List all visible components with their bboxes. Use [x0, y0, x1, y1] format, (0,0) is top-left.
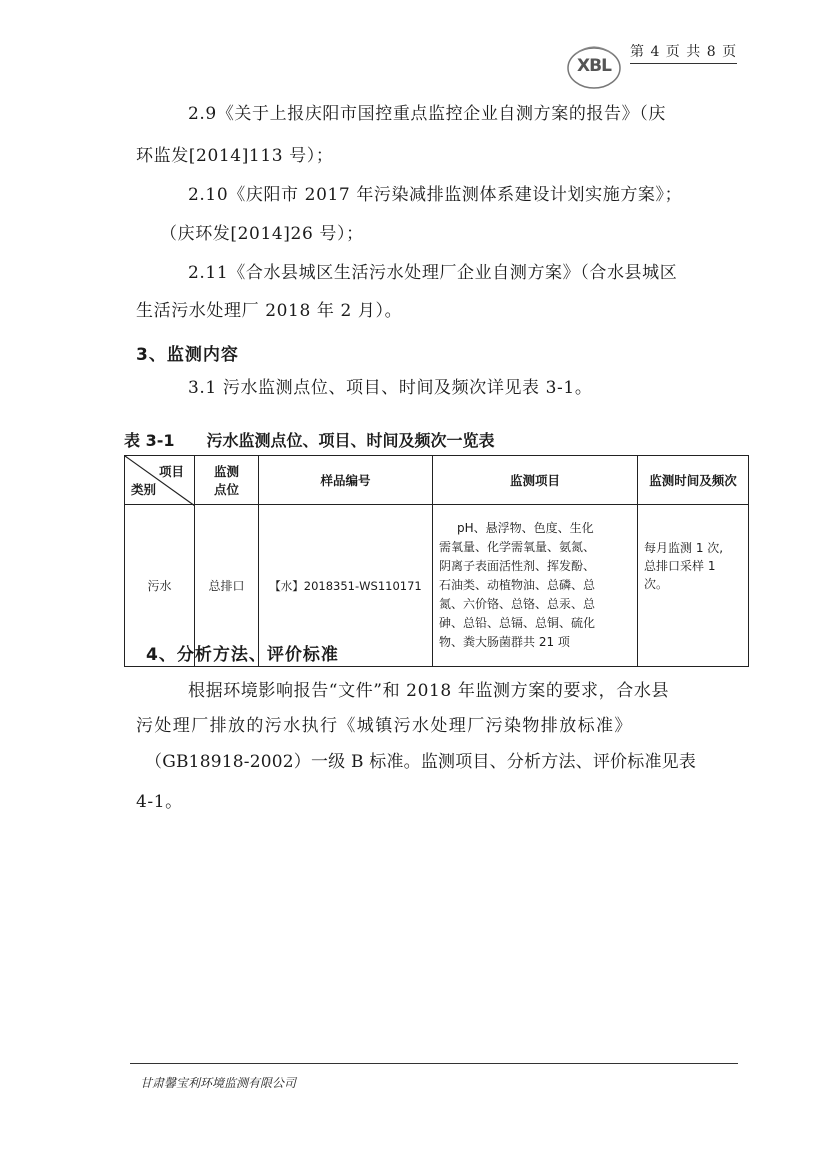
company-logo: [565, 42, 623, 90]
items-line: 需氧量、化学需氧量、氨氮、: [439, 540, 596, 554]
table-title: [124, 428, 495, 451]
section-3-heading: 3、监测内容: [136, 345, 239, 365]
reference-2-9-line2: 环监发[2014]113 号）；: [136, 146, 334, 166]
cell-items: [433, 505, 638, 667]
section-3-text: 3.1 污水监测点位、项目、时间及频次详见表 3-1。: [188, 378, 593, 398]
monitoring-table: [124, 455, 749, 667]
section-4-line3: （GB18918-2002）一级 B 标准。监测项目、分析方法、评价标准见表: [145, 752, 697, 772]
time-line: 每月监测 1 次,: [644, 541, 724, 555]
footer-company: 甘肃馨宝利环境监测有限公司: [140, 1076, 297, 1090]
footer-divider: [130, 1063, 738, 1064]
reference-2-10-line1: 2.10《庆阳市 2017 年污染减排监测体系建设计划实施方案》；: [188, 185, 683, 205]
header-time: 监测时间及频次: [638, 456, 749, 505]
header-items-label: 项目: [158, 464, 184, 479]
reference-2-11-line2: 生活污水处理厂 2018 年 2 月）。: [136, 301, 403, 321]
items-line: 阴离子表面活性剂、挥发酚、: [439, 559, 596, 573]
section-4-line4: 4-1。: [136, 792, 183, 812]
items-line: 物、粪大肠菌群共 21 项: [439, 635, 570, 649]
header-point-line1: 监测: [213, 464, 239, 479]
page-number: 第 4 页 共 8 页: [630, 41, 737, 64]
header-items: 监测项目: [433, 456, 638, 505]
time-line: 总排口采样 1: [644, 559, 716, 573]
items-line: pH、悬浮物、色度、生化: [457, 521, 594, 535]
logo-text: XBL: [577, 56, 611, 76]
time-line: 次。: [644, 577, 669, 591]
diagonal-header-cell: [125, 456, 195, 505]
cell-point: 总排口: [195, 505, 259, 667]
cell-sample: 【水】2018351-WS110171: [259, 505, 433, 667]
header-point-line2: 点位: [213, 482, 239, 497]
reference-2-9-line1: 2.9《关于上报庆阳市国控重点监控企业自测方案的报告》（庆: [188, 104, 666, 124]
items-line: 石油类、动植物油、总磷、总: [439, 578, 596, 592]
cell-time: [638, 505, 749, 667]
header-point: [195, 456, 259, 505]
cell-category: 污水: [125, 505, 195, 667]
section-4-line2: 污处理厂排放的污水执行《城镇污水处理厂污染物排放标准》: [136, 716, 633, 736]
items-line: 氮、六价铬、总铬、总汞、总: [439, 597, 596, 611]
reference-2-10-line2: （庆环发[2014]26 号）；: [160, 224, 364, 244]
header-category-label: 类别: [131, 482, 157, 497]
table-header-row: [125, 456, 749, 505]
table-number: 表 3-1: [124, 431, 175, 450]
table-caption: 污水监测点位、项目、时间及频次一览表: [206, 431, 495, 450]
section-4-heading: 4、分析方法、评价标准: [146, 645, 339, 665]
reference-2-11-line1: 2.11《合水县城区生活污水处理厂企业自测方案》（合水县城区: [188, 263, 678, 283]
section-4-line1: 根据环境影响报告“文件”和 2018 年监测方案的要求，合水县: [188, 681, 670, 701]
items-line: 砷、总铅、总镉、总铜、硫化: [439, 616, 596, 630]
header-sample: 样品编号: [259, 456, 433, 505]
